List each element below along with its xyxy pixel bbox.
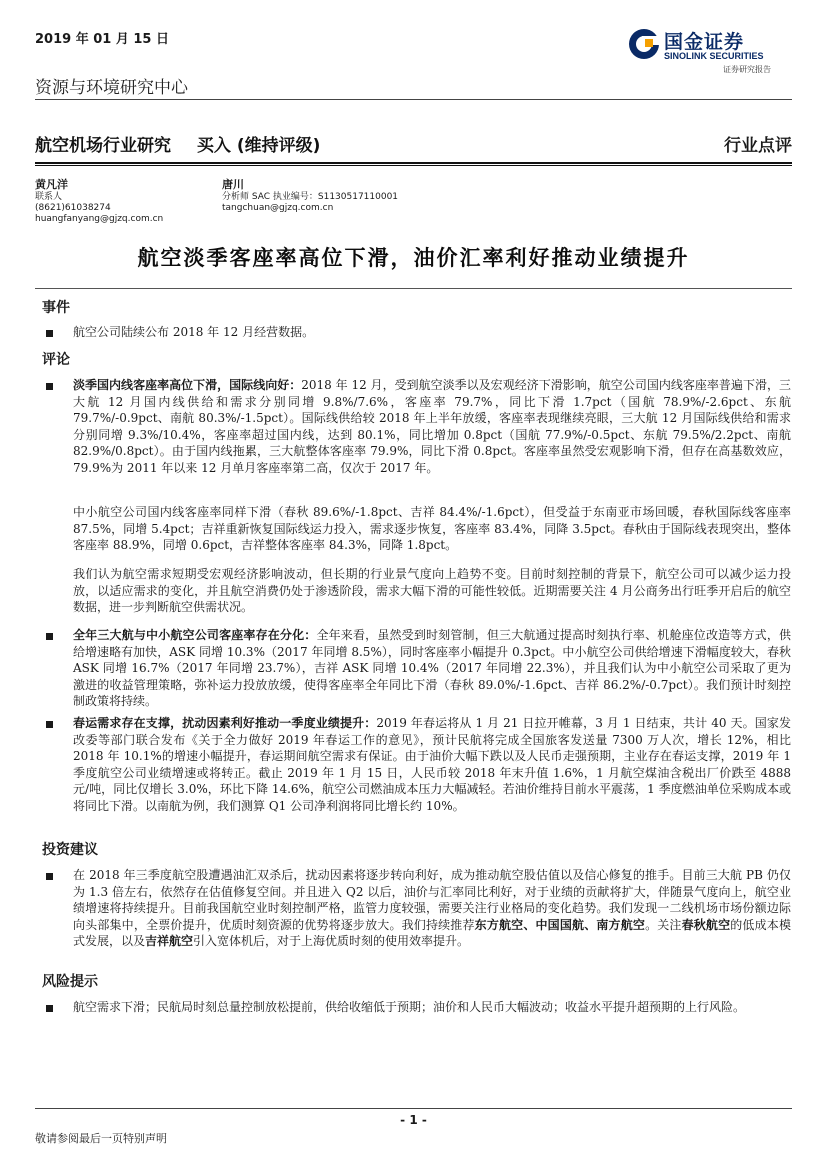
- analyst-block-1: [35, 177, 163, 225]
- body-text: 全年来看，虽然受到时刻管制，但三大航通过提高时刻执行率、机舱座位改造等方式，供给增速略有加快，ASK 同增 10.3%（2017 年同增 8.5%），同时客座率小幅提升 0.3pct。中小航空公司供给增速下滑幅度较大，春秋 ASK 同增 16.7%（2017 年同增 23.7%），吉祥 ASK 同增 10.4%（2017 年同增 22.3%），并且我们认为中小航空公司采取了更为激进的收益管理策略，弥补运力投放放缓，使得客座率全年同比下滑（春秋 89.0%/-1.6pct、吉祥 86.2%/-0.7pct）。我们预计时刻控制政策将持续。: [73, 628, 791, 708]
- body-text: 引入宽体机后，对于上海优质时刻的使用效率提升。: [193, 934, 470, 948]
- body-text: 2018 年 12 月，受到航空淡季以及宏观经济下滑影响，航空公司国内线客座率普遍下滑，三大航 12 月国内线供给和需求分别同增 9.8%/7.6%，客座率 79.7%，同比下滑 1.7pct（国航 78.9%/-2.6pct、东航 79.7%/-0.9pct、南航 80.3%/-1.5pct）。国际线供给较 2018 年上半年放缓，客座率表现继续亮眼，三大航 12 月国际线供给和需求分别同增 9.3%/10.4%，客座率超过国内线，达到 80.1%，同比增加 0.8pct（国航 77.9%/-0.5pct、东航 79.5%/2.2pct、南航 82.9%/0.8pct）。由于国内线拖累，三大航整体客座率 79.9%，同比下滑 0.8pct。客座率虽然受宏观影响下滑，但存在高基数效应，79.9%为 2011 年以来 12 月单月客座率第二高，仅次于 2017 年。: [73, 378, 791, 475]
- disclaimer-note: 敬请参阅最后一页特别声明: [35, 1132, 167, 1145]
- bullet-icon: [46, 383, 53, 390]
- section-heading-event: 事件: [42, 300, 70, 316]
- analyst-cert: 分析师 SAC 执业编号：S1130517110001: [222, 192, 399, 202]
- analyst-role: 联系人: [35, 192, 63, 202]
- bullet-icon: [46, 633, 53, 640]
- bullet-icon: [46, 330, 53, 337]
- section-heading-advice: 投资建议: [42, 842, 98, 858]
- analyst-name: 唐川: [222, 178, 244, 191]
- analyst-name: 黄凡洋: [35, 178, 68, 191]
- body-text: 2019 年春运将从 1 月 21 日拉开帷幕，3 月 1 日结束，共计 40 天。国家发改委等部门联合发布《关于全力做好 2019 年春运工作的意见》，预计民航将完成全国旅客发送量 7300 万人次，增长 12%，相比 2018 年 10.1%的增速小幅提升，春运期间航空需求有保证。由于油价大幅下跌以及人民币走强预期，主业存在春运支撑，2019 年 1 季度航空公司业绩增速或将转正。截止 2019 年 1 月 15 日，人民币较 2018 年末升值 1.6%，1 月航空煤油含税出厂价跌至 4888 元/吨，同比仅增长 3.0%，环比下降 14.6%，航空公司燃油成本压力大幅减轻。若油价维持目前水平震荡，1 季度燃油单位采购成本或将同比下滑。以南航为例，我们测算 Q1 公司净利润将同比增长约 10%。: [73, 716, 791, 813]
- bullet-icon: [46, 1005, 53, 1012]
- logo-english: SINOLINK SECURITIES: [664, 51, 764, 61]
- logo-subtitle: 证券研究报告: [723, 65, 771, 74]
- risk-paragraph: 航空需求下滑；民航局时刻总量控制放松提前，供给收缩低于预期；油价和人民币大幅波动；收益水平提升超预期的上行风险。: [73, 1000, 746, 1014]
- analyst-email[interactable]: huangfanyang@gjzq.com.cn: [35, 214, 164, 224]
- section-heading-comment: 评论: [42, 352, 70, 368]
- section-heading-risk: 风险提示: [42, 974, 98, 990]
- industry-bar: [35, 131, 320, 156]
- bullet-icon: [46, 873, 53, 880]
- lead-text: 春运需求存在支撑，扰动因素利好推动一季度业绩提升：: [73, 716, 377, 730]
- body-text: 。关注: [645, 917, 682, 932]
- body-text: 在 2018 年三季度航空股遭遇油汇双杀后，扰动因素将逐步转向利好，成为推动航空股估值以及信心修复的推手。目前三大航 PB 仍仅为 1.3 倍左右，依然存在估值修复空间。并且进入 Q2 以后，油价与汇率同比利好，对于业绩的贡献将扩大，伴随景气度向上，航空业绩增速将持续提升。目前我国航空业时刻控制严格，监管力度较强，需要关注行业格局的变化趋势。我们发现一二线机场市场份额边际向头部集中，全票价提升，优质时刻资源的优势将逐步放大。我们持续推荐: [73, 868, 791, 932]
- lead-text: 淡季国内线客座率高位下滑，国际线向好：: [73, 378, 302, 392]
- title-underline: [35, 288, 792, 289]
- recommended-stocks: 东方航空、中国国航、南方航空: [474, 917, 646, 932]
- research-center: 资源与环境研究中心: [35, 78, 188, 98]
- sinolink-logo: [628, 26, 798, 76]
- title-divider-thick: [35, 162, 792, 164]
- analyst-email[interactable]: tangchuan@gjzq.com.cn: [222, 203, 334, 213]
- report-date: 2019 年 01 月 15 日: [35, 32, 169, 47]
- analyst-block-2: [222, 177, 398, 214]
- page-number: - 1 -: [400, 1113, 427, 1127]
- report-title: 航空淡季客座率高位下滑，油价汇率利好推动业绩提升: [137, 245, 690, 270]
- rating: 买入 (维持评级): [196, 136, 321, 156]
- footer-divider: [35, 1108, 792, 1109]
- header-divider: [35, 99, 792, 100]
- advice-paragraph: [73, 867, 791, 950]
- lead-text: 全年三大航与中小航空公司客座率存在分化：: [73, 628, 317, 642]
- comment-paragraph-2: 中小航空公司国内线客座率同样下滑（春秋 89.6%/-1.8pct、吉祥 84.4%/-1.6pct），但受益于东南亚市场回暖，春秋国际线客座率 87.5%，同增 5.4pct；吉祥重新恢复国际线运力投入，需求逐步恢复，客座率 83.4%，同降 3.5pct。春秋由于国际线表现突出，整体客座率 88.9%，同增 0.6pct，吉祥整体客座率 84.3%，同降 1.8pct。: [73, 505, 791, 552]
- comment-paragraph-5: [73, 715, 791, 814]
- industry-name: 航空机场行业研究: [35, 136, 171, 156]
- comment-paragraph-4: [73, 627, 791, 710]
- report-type: 行业点评: [724, 136, 792, 156]
- comment-paragraph-3: 我们认为航空需求短期受宏观经济影响波动，但长期的行业景气度向上趋势不变。目前时刻控制的背景下，航空公司可以减少运力投放，以适应需求的变化，并且航空消费仍处于渗透阶段，需求大幅下滑的可能性较低。近期需要关注 4 月公商务出行旺季开启后的航空数据，进一步判断航空供需状况。: [73, 567, 791, 614]
- stock-spring: 春秋航空: [681, 917, 731, 932]
- bullet-icon: [46, 721, 53, 728]
- comment-paragraph-1: [73, 377, 791, 476]
- event-item: 航空公司陆续公布 2018 年 12 月经营数据。: [73, 325, 315, 339]
- title-divider-thin: [35, 165, 792, 166]
- sinolink-logo-icon: [628, 28, 660, 60]
- analyst-phone: (8621)61038274: [35, 203, 111, 213]
- body-text: 的低成本模式发展，以及: [73, 917, 791, 948]
- logo-name: 国金证券: [664, 31, 745, 53]
- stock-juneyao: 吉祥航空: [145, 934, 194, 948]
